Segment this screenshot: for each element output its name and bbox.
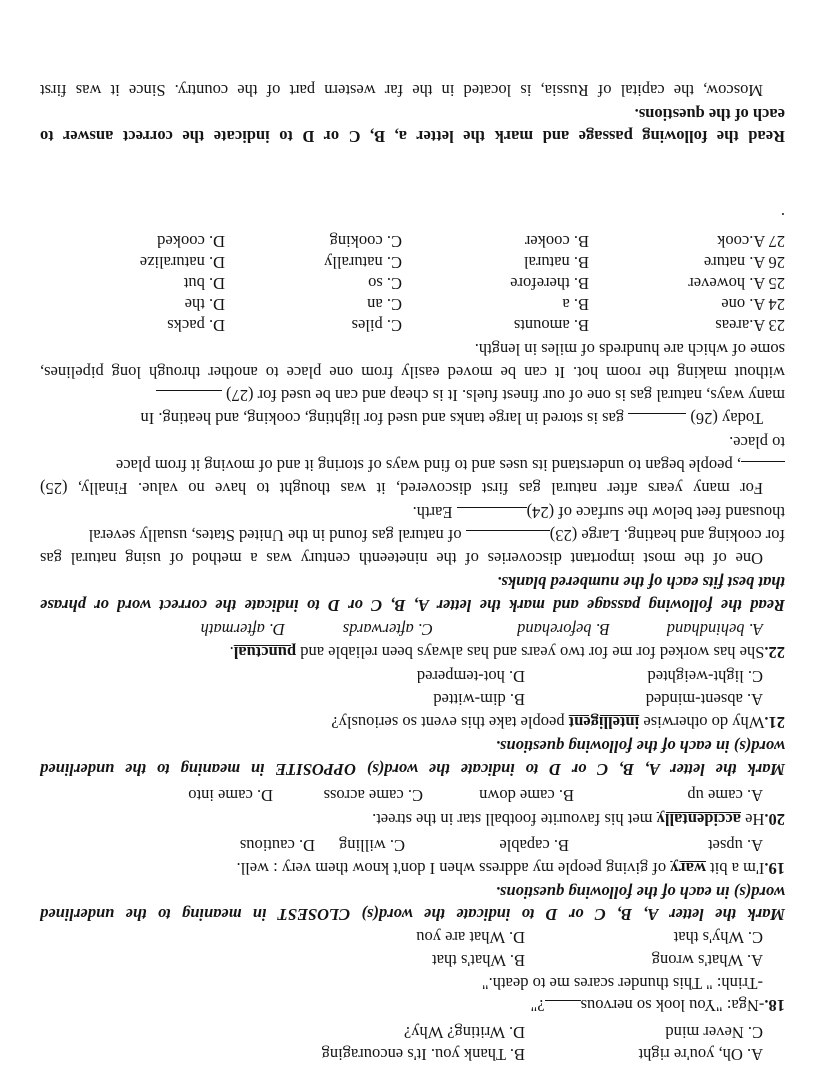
passage1-p1-line2-a: for cooking and heating. Large (23) [549,526,785,545]
q22-option-a: A. behindhand [666,620,763,639]
q18-option-b: B. What's that [432,951,525,970]
q17-option-c: C. Never mind [665,1023,763,1042]
section-reading-instruction: Read the following passage and mark the letter a, B, C or D to indicate the correct answer to [40,127,785,146]
q23-option-b: B. amounts [513,316,589,335]
q22-text-pre: She has worked for me for two years and has always been reliable and [296,643,765,662]
q24-option-c: C. an [367,295,402,314]
q25-option-a: 25 A. however [688,274,785,293]
q21-option-c: C. light-weighted [647,667,763,686]
q18-option-a: A. What's wrong [651,951,763,970]
passage1-p1-line3-a: thousand feet below the surface of (24) [526,503,785,522]
passage1-p1-line2 [40,525,785,546]
q18-stem-end: ?" [530,996,545,1015]
section-reading-instruction-cont: each of the questions. [634,105,785,124]
q24-option-b: B. a [562,295,589,314]
q21-option-a: A. absent-minded [645,690,763,709]
passage1-p3-line1 [141,408,763,429]
q20-stem [372,809,785,830]
blank-24 [457,507,527,522]
q21-option-d: D. hot-tempered [416,667,525,686]
q21-key-word: intelligent [568,713,640,732]
passage1-p1-line3 [413,502,785,523]
q18-stem [531,995,786,1016]
q17-option-b: B. Thank you. It's encouraging [321,1045,525,1064]
passage1-p3-line4: some of which are hundreds of miles in length. [474,340,785,359]
q18-stem-text: -Nga: "You look so nervous [580,996,765,1015]
section-cloze-instruction: Read the following passage and mark the letter A, B, C or D to indicate the correct word or phrase [40,596,785,615]
section-cloze-instruction-cont: that best fits each of the numbered blanks. [497,573,785,592]
q24-option-a: 24 A. one [721,295,785,314]
q22-stem [230,642,785,663]
q25-option-c: C. so [368,274,402,293]
q19-option-b: B. capable [499,836,569,855]
passage1-p3-line1-b: gas is stored in large tanks and used for lighting, cooking, and heating. In [140,409,625,428]
blank-26 [628,413,686,428]
q20-option-a: A. came up [687,786,763,805]
q20-number: 20. [764,810,785,829]
q19-text-post: of giving people my address when I don't know them very : well. [236,859,671,878]
q27-option-b: B. cooker [524,232,589,251]
q19-key-word: wary [670,859,706,878]
passage1-p3-line2 [40,385,785,406]
passage1-p1-line3-b: Earth. [412,503,453,522]
q21-stem [331,712,785,733]
passage1-p3-line3: without making the room hot. It can be moved easily from one place to another through long pipelines, [40,363,785,382]
passage1-p1-line1: One of the most important discoveries of the nineteenth century was a method of using natural gas [40,549,763,568]
q27-option-a: 27 A.cook [717,232,785,251]
q26-option-d: D. naturalize [139,253,225,272]
q27-option-d: D. cooked [157,232,225,251]
section-closest-instruction: Mark the letter A, B, C or D to indicate the word(s) CLOSEST in meaning to the underlined [40,905,785,924]
q22-number: 22. [764,643,785,662]
q19-option-a: A. upset [708,836,763,855]
q27-option-c: C. cooking [329,232,402,251]
q18-option-c: C. Why's that [673,928,763,947]
q17-option-a: A. Oh, you're right [638,1045,763,1064]
q21-number: 21. [764,713,785,732]
q17-option-d: D. Writing? Why? [403,1023,525,1042]
section-opposite-instruction-cont: word(s) in each of the following questions. [495,737,785,756]
q23-option-a: 23 A.areas [715,316,785,335]
q22-text-post: . [229,643,234,662]
q26-option-c: C. naturally [324,253,402,272]
q21-text-post: people take this event so seriously? [331,713,569,732]
q18-number: 18. [764,996,785,1015]
q19-stem [236,858,785,879]
q20-key-word: accidentally [656,810,741,829]
q20-option-c: C. came across [323,786,423,805]
q19-text-pre: I'm a bit [705,859,765,878]
passage1-p3-line2-text: many ways, natural gas is one of our finest fuels. It is cheap and can be used for (27) [226,386,785,405]
q25-option-d: D. but [183,274,225,293]
passage1-p2-line1: For many years after natural gas first discovered, it was thought to have no value. Finally, (25) [40,479,763,498]
q25-option-b: B. therefore [510,274,589,293]
q22-option-c: C. afterwards [342,620,433,639]
passage2-line1: Moscow, the capital of Russia, is located in the far western part of the country. Since it was first [40,81,763,100]
q23-option-d: D. packs [167,316,225,335]
q20-option-b: B. came down [479,786,574,805]
q19-option-c: C. willing [338,836,405,855]
q23-option-c: C. piles [351,316,402,335]
q20-option-d: D. came into [188,786,273,805]
blank-25 [741,461,785,476]
q19-number: 19. [764,859,785,878]
q22-option-b: B. beforehand [517,620,610,639]
q20-text-post: met his favourite football star in the street. [372,810,657,829]
q18-option-d: D. What are you [416,928,525,947]
stray-mark: . [780,209,785,228]
q24-option-d: D. the [184,295,225,314]
q22-option-d: D. aftermath [200,620,285,639]
passage1-p2-line3: to place. [729,433,785,452]
q21-text-pre: Why do otherwise [639,713,765,732]
section-opposite-instruction: Mark the letter A, B, C or D to indicate the word(s) OPPOSITE in meaning to the underlined [40,760,785,779]
q26-option-a: 26 A. nature [703,253,785,272]
q18-blank [545,1000,581,1015]
q18-dialogue-line: -Trinh: " This thunder scares me to death." [481,974,763,993]
q26-option-b: B. natural [523,253,589,272]
q22-key-word: punctual [233,643,297,662]
q21-option-b: B. dim-witted [433,690,525,709]
passage1-p1-line2-b: of natural gas found in the United States, usually several [88,526,462,545]
q20-text-pre: He [741,810,765,829]
passage1-p2-line2 [40,455,785,476]
blank-23 [466,530,550,545]
q19-option-d: D. cautious [239,836,315,855]
blank-27 [156,390,222,405]
passage1-p3-line1-a: Today (26) [690,409,763,428]
passage1-p2-line2-text: , people began to understand its uses and to find ways of storing it and of moving it from place [115,456,741,475]
section-closest-instruction-cont: word(s) in each of the following questions. [495,883,785,902]
